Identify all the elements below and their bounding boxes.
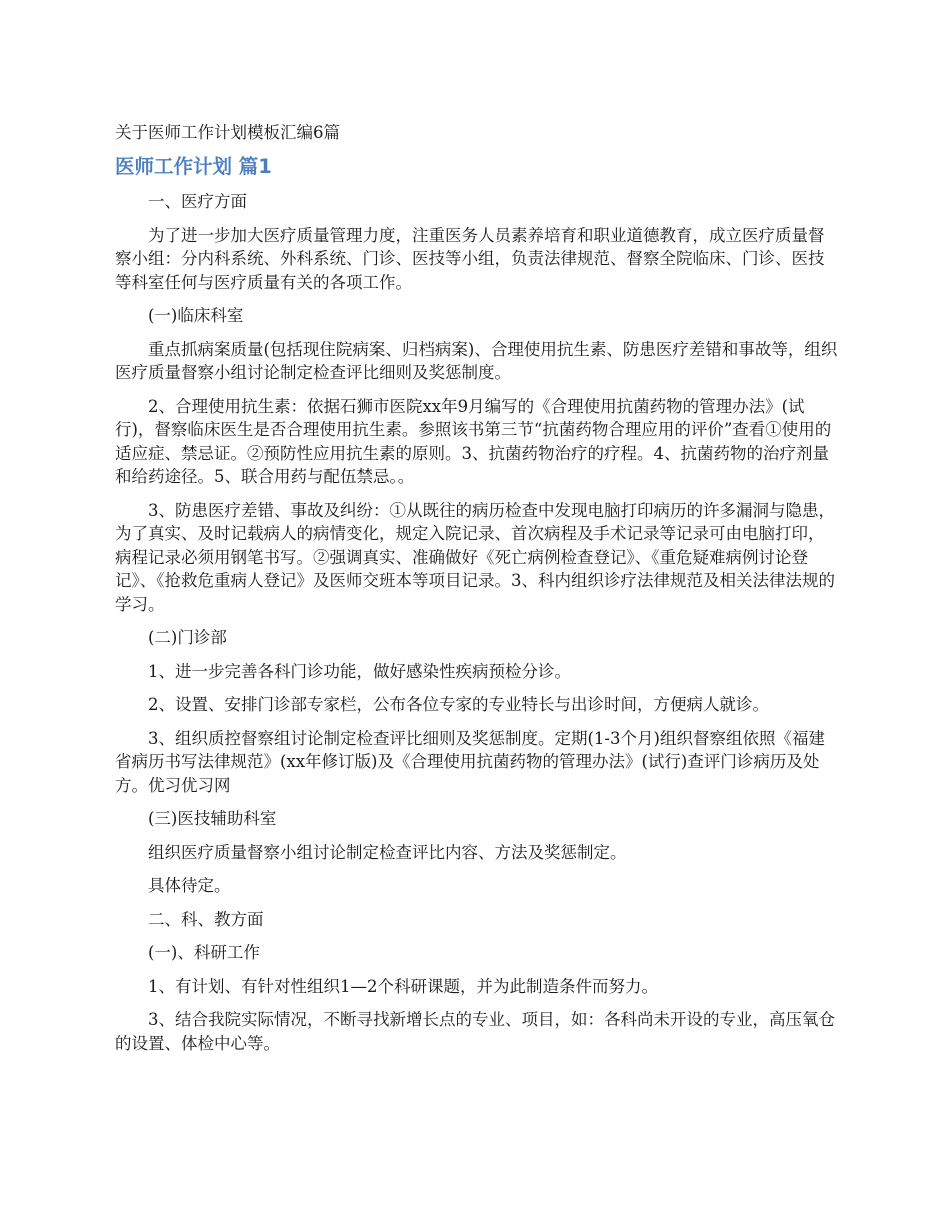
paragraph-tech-heading: (三)医技辅助科室: [148, 809, 277, 828]
paragraph-clinical-heading: (一)临床科室: [148, 306, 244, 325]
paragraph-outpatient-heading: (二)门诊部: [148, 628, 227, 647]
paragraph-pending: 具体待定。: [148, 876, 231, 895]
paragraph-research-1: 1、有计划、有针对性组织1—2个科研课题，并为此制造条件而努力。: [148, 976, 658, 996]
section-heading: 医师工作计划 篇1: [115, 155, 272, 178]
paragraph-tech-body: 组织医疗质量督察小组讨论制定检查评比内容、方法及奖惩制定。: [148, 842, 627, 862]
paragraph-outpatient-3: 3、组织质控督察组讨论制定检查评比细则及奖惩制度。定期(1-3个月)组织督察组依照《福建省病历书写法律规范》(xx年修订版)及《合理使用抗菌药物的管理办法》(试行)查评门诊病历及处方。优习优习网: [115, 728, 825, 795]
document-title: 关于医师工作计划模板汇编6篇: [115, 123, 340, 142]
paragraph-research-aspect: 二、科、教方面: [148, 909, 264, 929]
paragraph-research-3: 3、结合我院实际情况，不断寻找新增长点的专业、项目，如：各科尚未开设的专业，高压氧仓的设置、体检中心等。: [115, 1010, 835, 1053]
paragraph-medical-aspect: 一、医疗方面: [148, 192, 247, 211]
document-page: [115, 120, 840, 1065]
paragraph-research-heading: (一)、科研工作: [148, 943, 260, 962]
paragraph-error-prevention: 3、防患医疗差错、事故及纠纷：①从既往的病历检查中发现电脑打印病历的许多漏洞与隐患，为了真实、及时记载病人的病情变化，规定入院记录、首次病程及手术记录等记录可由电脑打印，病程记录必须用钢笔书写。②强调真实、准确做好《死亡病例检查登记》、《重危疑难病例讨论登记》、《抢救危重病人登记》及医师交班本等项目记录。3、科内组织诊疗法律规范及相关法律法规的学习。: [115, 500, 835, 614]
paragraph-outpatient-2: 2、设置、安排门诊部专家栏，公布各位专家的专业特长与出诊时间，方便病人就诊。: [148, 695, 769, 714]
paragraph-case-quality: 重点抓病案质量(包括现住院病案、归档病案)、合理使用抗生素、防患医疗差错和事故等，组织医疗质量督察小组讨论制定检查评比细则及奖惩制度。: [115, 339, 838, 382]
paragraph-antibiotics: 2、合理使用抗生素：依据石狮市医院xx年9月编写的《合理使用抗菌药物的管理办法》(试行)，督察临床医生是否合理使用抗生素。参照该书第三节“抗菌药物合理应用的评价”查看①使用的适应症、禁忌证。②预防性应用抗生素的原则。3、抗菌药物治疗的疗程。4、抗菌药物的治疗剂量和给药途径。5、联合用药与配伍禁忌。。: [115, 396, 832, 486]
paragraph-intro: 为了进一步加大医疗质量管理力度，注重医务人员素养培育和职业道德教育，成立医疗质量督察小组：分内科系统、外科系统、门诊、医技等小组，负责法律规范、督察全院临床、门诊、医技等科室任何与医疗质量有关的各项工作。: [115, 225, 825, 292]
paragraph-outpatient-1: 1、进一步完善各科门诊功能，做好感染性疾病预检分诊。: [148, 661, 571, 681]
